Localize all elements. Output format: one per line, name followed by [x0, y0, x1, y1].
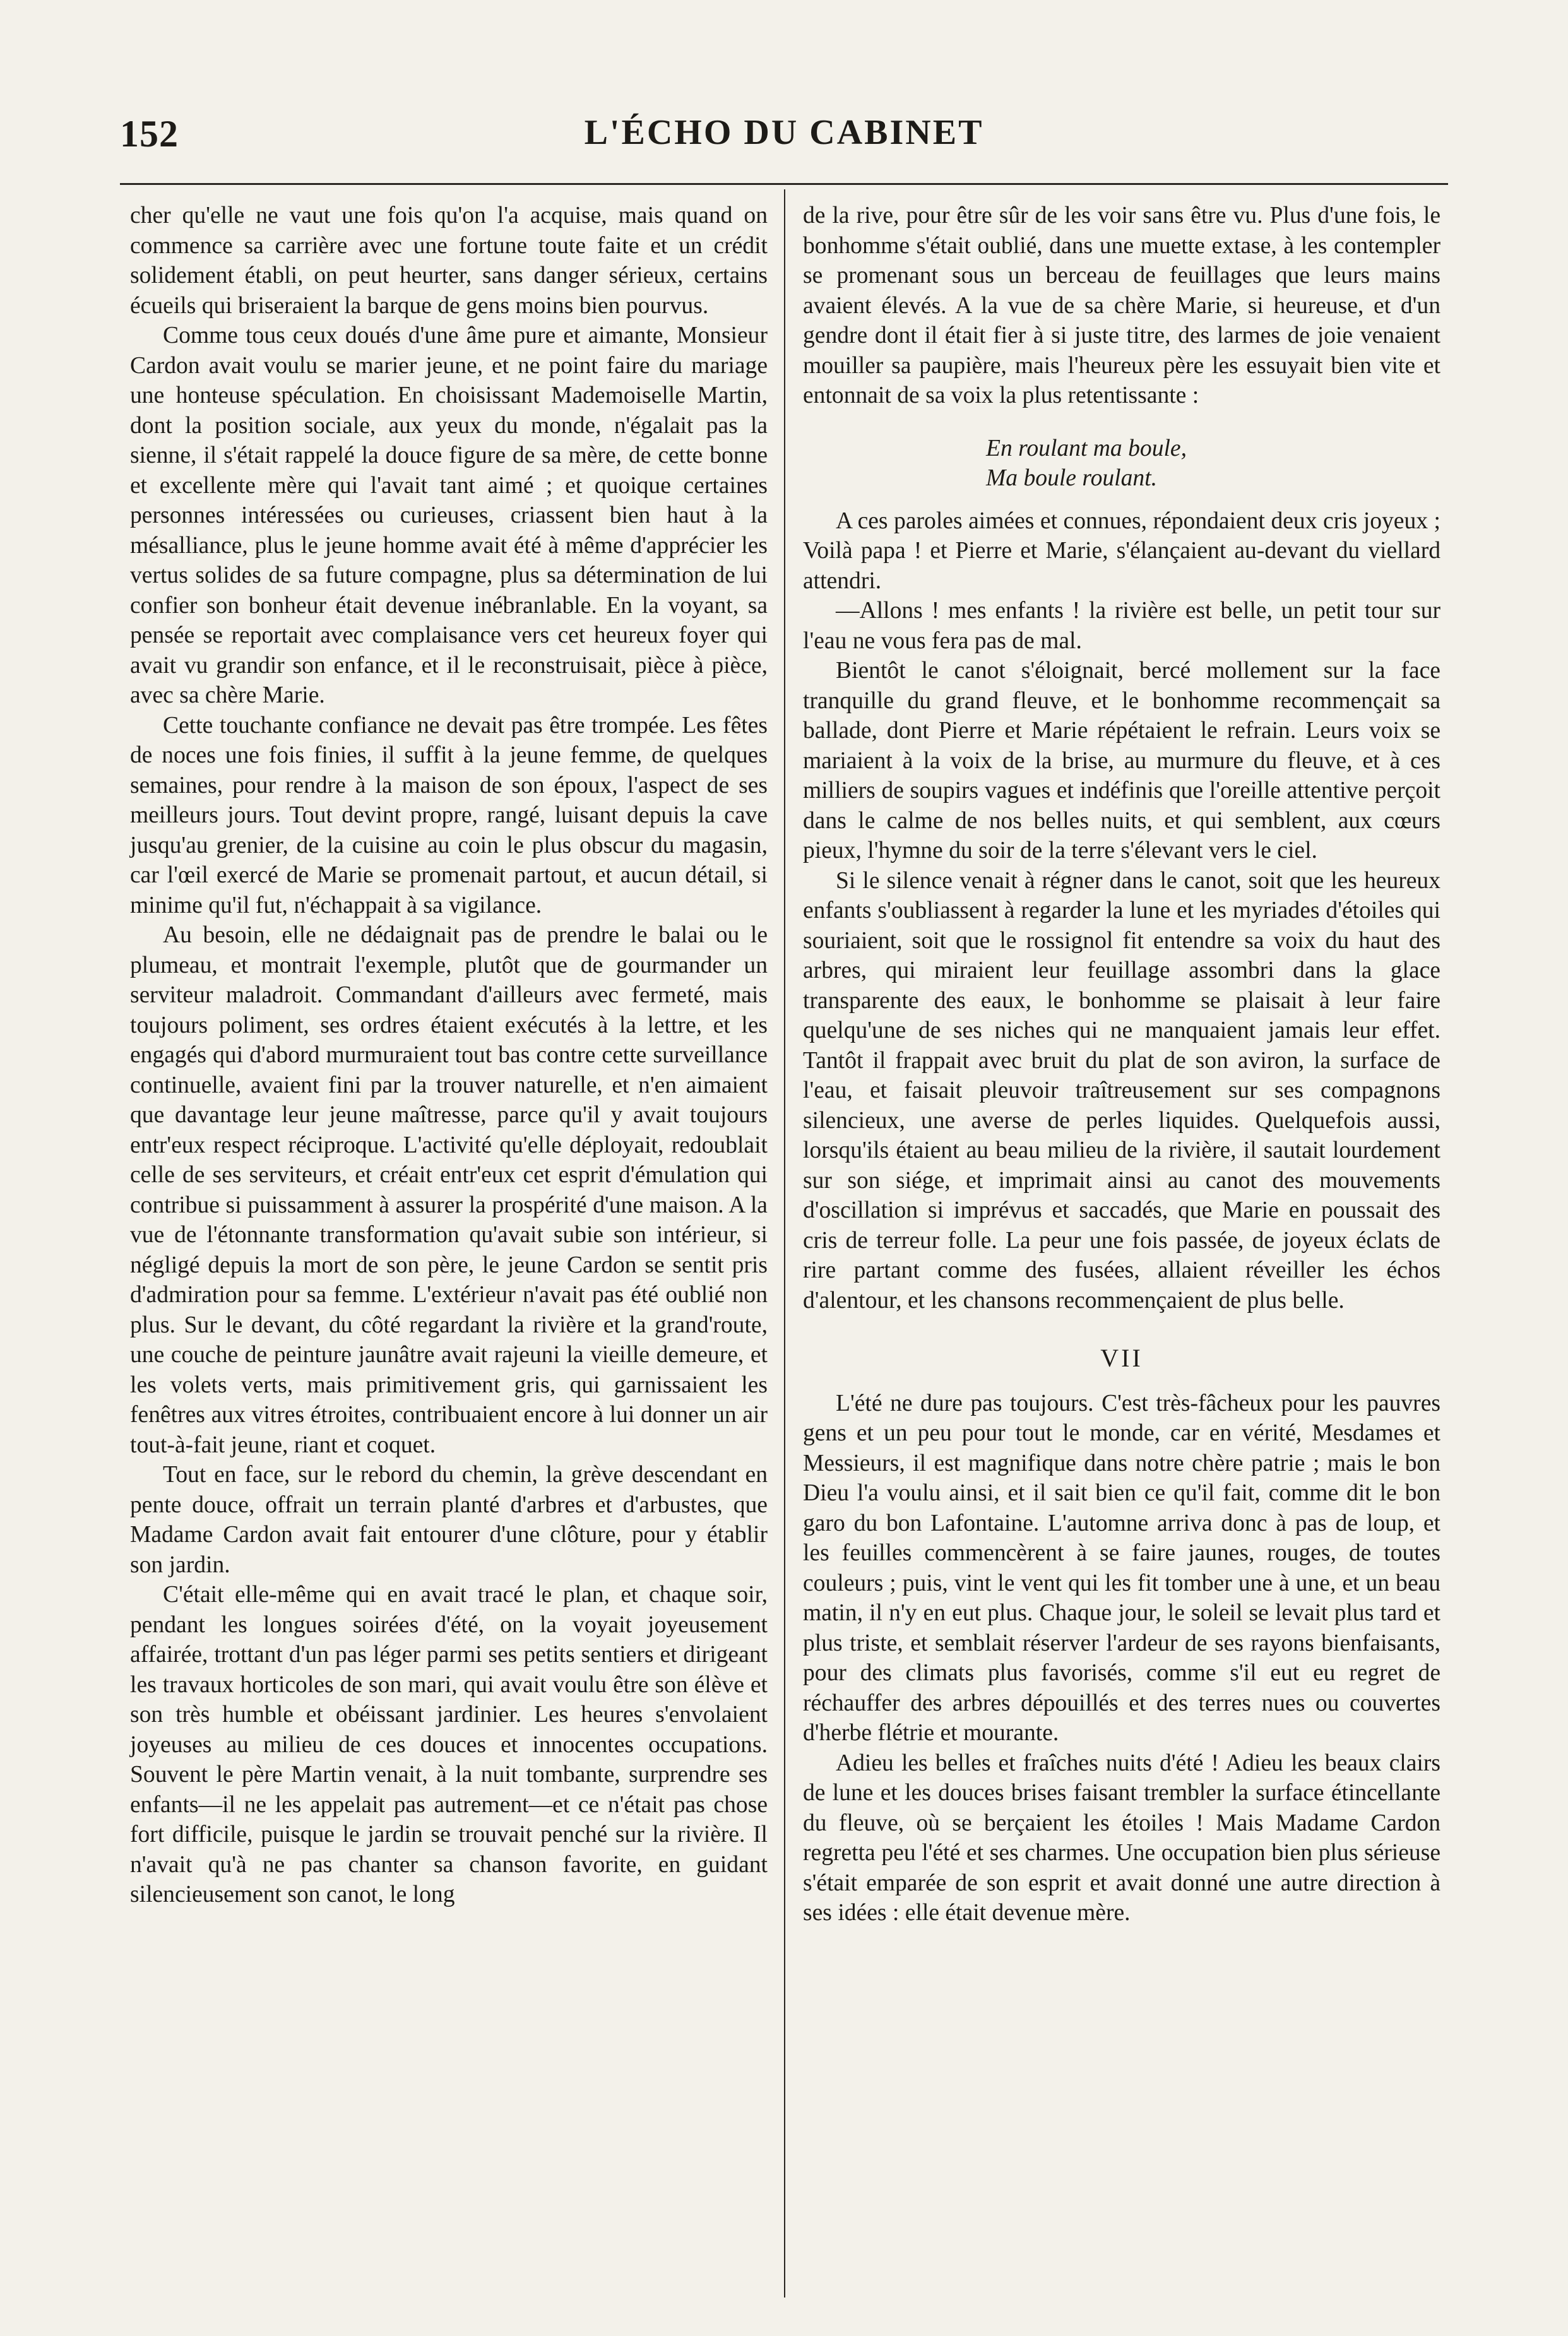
- song-verse: [803, 434, 1440, 494]
- paragraph: de la rive, pour être sûr de les voir sans être vu. Plus d'une fois, le bonhomme s'était oublié, dans une muette extase, à les contempler se promenant sous un berceau de feuillages que leurs mains avaient élevés. A la vue de sa chère Marie, si heureuse, et d'un gendre dont il était fier à si juste titre, des larmes de joie venaient mouiller sa paupière, mais l'heureux père les essuyait bien vite et entonnait de sa voix la plus retentissante :: [803, 203, 1440, 408]
- paragraph: L'été ne dure pas toujours. C'est très-fâcheux pour les pauvres gens et un peu pour tout le monde, car en vérité, Mesdames et Messieurs, il est magnifique dans notre chère patrie ; mais le bon Dieu l'a voulu ainsi, et il sait bien ce qu'il fait, comme dit le bon garo du bon Lafontaine. L'automne arriva donc à pas de loup, et les feuilles commencèrent à se faire jaunes, rouges, de toutes couleurs ; puis, vint le vent qui les fit tomber une à une, et un beau matin, il n'y en eut plus. Chaque jour, le soleil se levait plus tard et plus triste, et semblait réserver l'ardeur de ses rayons bienfaisants, pour des climats plus favorisés, comme s'il eut eu regret de réchauffer des arbres dépouillés et des terres nues ou couvertes d'herbe flétrie et mourante.: [803, 1390, 1440, 1746]
- paragraph: Si le silence venait à régner dans le canot, soit que les heureux enfants s'oubliassent à regarder la lune et les myriades d'étoiles qui souriaient, soit que le rossignol fit entendre sa voix du haut des arbres, qui miraient leur feuillage assombri dans la glace transparente des eaux, le bonhomme se plaisait à leur faire quelqu'une de ses niches qui ne manquaient jamais leur effet. Tantôt il frappait avec bruit du plat de son aviron, la surface de l'eau, et faisait pleuvoir traîtreusement sur ses compagnons silencieux, une averse de perles liquides. Quelquefois aussi, lorsqu'ils étaient au beau milieu de la rivière, il sautait lourdement sur son siége, et imprimait ainsi au canot des mouvements d'oscillation si imprévus et saccadés, que Marie en poussait des cris de terreur folle. La peur une fois passée, de joyeux éclats de rire partant comme des fusées, allaient réveiller les échos d'alentour, et les chansons recommençaient de plus belle.: [803, 867, 1440, 1313]
- section-title: VII: [1100, 1344, 1143, 1372]
- spacer: [803, 411, 1440, 427]
- paragraph: Bientôt le canot s'éloignait, bercé mollement sur la face tranquille du grand fleuve, et le bonhomme recommençait sa ballade, dont Pierre et Marie répétaient le refrain. Leurs voix se mariaient à la voix de la brise, au murmure du fleuve, et à ces milliers de soupirs vagues et indéfinis que l'oreille attentive perçoit dans le calme de nos belles nuits, et qui semblent, aux cœurs pieux, l'hymne du soir de la terre s'élevant vers le ciel.: [803, 658, 1440, 863]
- verse-line: En roulant ma boule,: [986, 435, 1187, 461]
- page-number: 152: [120, 113, 179, 155]
- column-divider: [784, 189, 785, 2297]
- paragraph: Au besoin, elle ne dédaignait pas de prendre le balai ou le plumeau, et montrait l'exemple, plutôt que de gourmander un serviteur maladroit. Commandant d'ailleurs avec fermeté, mais toujours poliment, ses ordres étaient exécutés à la lettre, et les engagés qui d'abord murmuraient tout bas contre cette surveillance continuelle, avaient fini par la trouver naturelle, et n'en aimaient que davantage leur jeune maîtresse, parce qu'il y avait toujours entr'eux respect réciproque. L'activité qu'elle déployait, redoublait celle de ses serviteurs, et créait entr'eux cet esprit d'émulation qui contribue si puissamment à assurer la prospérité d'une maison. A la vue de l'étonnante transformation qu'avait subie son intérieur, si négligé depuis la mort de son père, le jeune Cardon se sentit pris d'admiration pour sa femme. L'extérieur n'avait pas été oublié non plus. Sur le devant, du côté regardant la rivière et la grand'route, une couche de peinture jaunâtre avait rajeuni la vieille demeure, et les volets verts, mais primitivement gris, qui garnissaient les fenêtres aux vitres étroites, contribuaient encore à lui donner un air tout-à-fait jeune, riant et coquet.: [130, 922, 768, 1458]
- left-column: [130, 201, 768, 1910]
- verse-line: Ma boule roulant.: [986, 465, 1158, 491]
- paragraph: A ces paroles aimées et connues, répondaient deux cris joyeux ; Voilà papa ! et Pierre et Marie, s'élançaient au-devant du viellard attendri.: [803, 507, 1440, 594]
- paragraph: —Allons ! mes enfants ! la rivière est belle, un petit tour sur l'eau ne vous fera pas de mal.: [803, 598, 1440, 654]
- paragraph: Tout en face, sur le rebord du chemin, la grève descendant en pente douce, offrait un terrain planté d'arbres et d'arbustes, que Madame Cardon avait fait entourer d'une clôture, pour y établir son jardin.: [130, 1462, 768, 1578]
- paragraph: C'était elle-même qui en avait tracé le plan, et chaque soir, pendant les longues soirées d'été, on la voyait joyeusement affairée, trottant d'un pas léger parmi ses petits sentiers et dirigeant les travaux horticoles de son mari, qui avait voulu être son élève et son très humble et obéissant jardinier. Les heures s'envolaient joyeuses au milieu de ces douces et innocentes occupations. Souvent le père Martin venait, à la nuit tombante, surprendre ses enfants—il ne les appelait pas autrement—et ce n'était pas chose fort difficile, puisque le jardin se trouvait penché sur la rivière. Il n'avait qu'à ne pas chanter sa chanson favorite, en guidant silencieusement son canot, le long: [130, 1582, 768, 1907]
- paragraph: cher qu'elle ne vaut une fois qu'on l'a acquise, mais quand on commence sa carrière avec une fortune toute faite et un crédit solidement établi, on peut heurter, sans danger sérieux, certains écueils qui briseraient la barque de gens moins bien pourvus.: [130, 203, 768, 319]
- header-rule: [120, 183, 1448, 185]
- running-title: L'ÉCHO DU CABINET: [584, 113, 984, 152]
- paragraph: Adieu les belles et fraîches nuits d'été ! Adieu les beaux clairs de lune et les douces brises faisant trembler la surface étincellante du fleuve, où se berçaient les étoiles ! Mais Madame Cardon regretta peu l'été et ses charmes. Une occupation bien plus sérieuse s'était emparée de son esprit et avait donné une autre direction à ses idées : elle était devenue mère.: [803, 1750, 1440, 1926]
- paragraph: Cette touchante confiance ne devait pas être trompée. Les fêtes de noces une fois finies, il suffit à la jeune femme, de quelques semaines, pour rendre à la maison de son époux, l'aspect de ses meilleurs jours. Tout devint propre, rangé, luisant depuis la cave jusqu'au grenier, de la cuisine au coin le plus obscur du magasin, car l'œil exercé de Marie se promenait partout, et aucun détail, si minime qu'il fut, n'échappait à sa vigilance.: [130, 712, 768, 918]
- paragraph: Comme tous ceux doués d'une âme pure et aimante, Monsieur Cardon avait voulu se marier jeune, et ne point faire du mariage une honteuse spéculation. En choisissant Mademoiselle Martin, dont la position sociale, aux yeux du monde, n'égalait pas la sienne, il s'était rappelé la douce figure de sa mère, de cette bonne et excellente mère qui l'avait tant aimé ; et quoique certaines personnes intéressées ou curieuses, criassent bien haut à la mésalliance, plus le jeune homme avait été à même d'apprécier les vertus solides de sa future compagne, plus sa détermination de lui confier son bonheur était devenue inébranlable. En la voyant, sa pensée se reportait avec complaisance vers cet heureux foyer qui avait vu grandir son enfance, et il le reconstruisait, pièce à pièce, avec sa chère Marie.: [130, 323, 768, 708]
- page-header: [120, 112, 1448, 163]
- right-column: [803, 201, 1440, 1928]
